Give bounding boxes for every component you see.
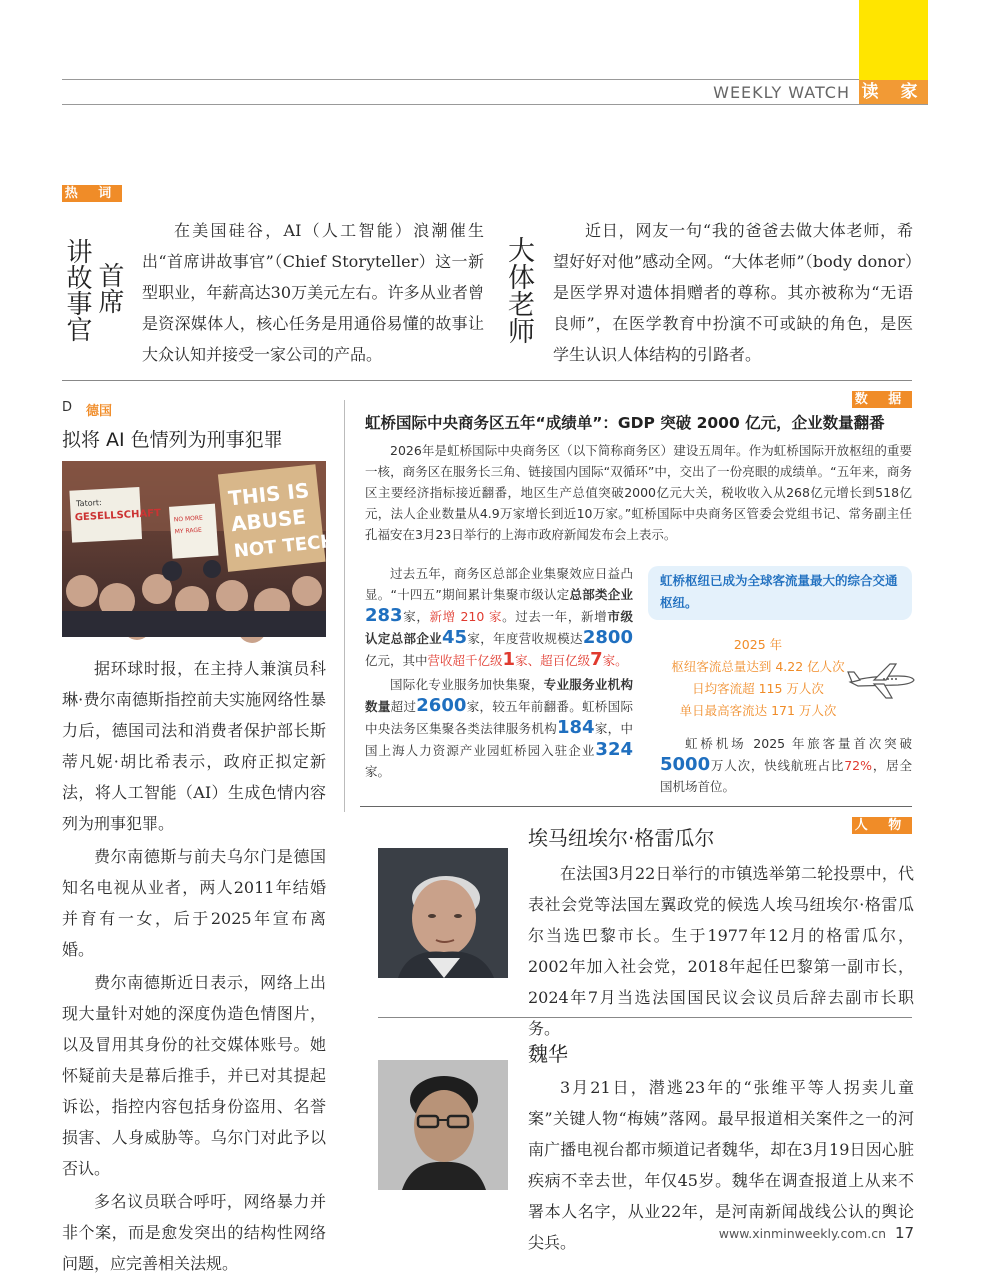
- hot-word-right-text: 近日，网友一句“我的爸爸去做大体老师，希望好好对他”感动全网。“大体老师”（body donor）是医学界对遗体捐赠者的尊称。其亦被称为“无语良师”，在医学教育中扮演不可或缺的角色，是医学生认识人体结构的引路者。: [553, 221, 913, 364]
- section-divider: [62, 380, 912, 381]
- stat-number: 1: [502, 649, 516, 670]
- germany-article: [62, 653, 326, 1279]
- text-span: 超过: [390, 699, 417, 714]
- weekly-watch-label: WEEKLY WATCH: [713, 83, 850, 102]
- data-tag: 数 据: [852, 391, 912, 408]
- person-bio: 3月21日，潜逃23年的“张维平等人拐卖儿童案”关键人物“梅姨”落网。最早报道相关案件之一的河南广播电视台都市频道记者魏华，却在3月19日因心脏疾病不幸去世，年仅45岁。魏华在调查报道上从来不署本人名字，从业22年，是河南新闻战线公认的舆论尖兵。: [528, 1078, 914, 1252]
- text-span: 过去五年，商务区总部企业集聚效应日益凸显。“十四五”期间累计集聚市级认定: [365, 566, 633, 602]
- svg-text:GESELLSCHAFT: GESELLSCHAFT: [74, 507, 162, 524]
- stat-number: 7: [590, 649, 603, 670]
- person-bio: 在法国3月22日举行的市镇选举第二轮投票中，代表社会党等法国左翼政党的候选人埃马纽埃尔·格雷瓜尔当选巴黎市长。生于1977年12月的格雷瓜尔，2002年加入社会党，2018年起任巴黎第一副市长，2024年7月当选法国国民议会议员后辞去副市长职务。: [528, 864, 914, 1038]
- country-label: 德国: [86, 404, 113, 419]
- people-divider: [360, 806, 912, 807]
- people-sub-divider: [378, 1017, 912, 1018]
- people-tag: 人 物: [852, 817, 912, 834]
- stats-year: 2025 年: [733, 637, 783, 652]
- stats-line: 枢纽客流总量达到 4.22 亿人次: [671, 659, 845, 674]
- svg-text:NOT TECH: NOT TECH: [232, 530, 337, 563]
- hot-word-right-title: 大体老师: [503, 236, 534, 344]
- text-highlight: 家、超百亿级: [515, 653, 591, 668]
- text-span: 家，年度营收规模达: [467, 631, 583, 646]
- header-rule-top: [62, 79, 859, 80]
- text-highlight: 营收超千亿级: [427, 653, 503, 668]
- hot-word-title-prefix: 首席: [94, 262, 124, 314]
- text-span: 虹桥机场 2025 年旅客量首次突破: [685, 736, 912, 751]
- airplane-icon: [846, 658, 918, 702]
- text-span: 家，: [402, 609, 430, 624]
- text-span: 国际化专业服务加快集聚，: [390, 677, 544, 692]
- germany-paragraph: 费尔南德斯近日表示，网络上出现大量针对她的深度伪造色情图片，以及冒用其身份的社交媒体账号。她怀疑前夫是幕后推手，并已对其提起诉讼，指控内容包括身份盗用、名誉损害、人身威胁等。乌尔门对此予以否认。: [62, 973, 326, 1178]
- hub-stats: [640, 634, 876, 722]
- airport-paragraph: [660, 733, 912, 797]
- person-photo: [378, 1060, 508, 1190]
- stat-number: 2600: [416, 695, 467, 716]
- text-span: ，居全国机场首位。: [660, 758, 912, 794]
- hot-words-tag: 热 词: [62, 185, 122, 202]
- data-left-block: [365, 563, 633, 782]
- stats-line: 日均客流超 115 万人次: [692, 681, 824, 696]
- header-yellow-block: [859, 0, 928, 80]
- data-intro: 2026年是虹桥国际中央商务区（以下简称商务区）建设五周年。作为虹桥国际开放枢纽的重要一核，商务区在服务长三角、链接国内国际“双循环”中，交出了一份亮眼的成绩单。“五年来，商务区主要经济指标接近翻番，地区生产总值突破2000亿元大关，税收收入从268亿元增长到518亿元，法人企业数量从4.9万家增长到近10万家。”虹桥国际中央商务区管委会党组书记、常务副主任孔福安在3月23日举行的上海市政府新闻发布会上表示。: [365, 443, 912, 542]
- protest-photo: [62, 461, 337, 637]
- stat-number: 283: [365, 605, 403, 626]
- text-strong: 专业服务业机构数量: [365, 677, 633, 714]
- svg-text:THIS IS: THIS IS: [227, 478, 311, 511]
- text-span: 家。: [365, 764, 391, 779]
- person-name: 魏华: [528, 1042, 568, 1066]
- column-divider: [344, 400, 345, 812]
- text-span: 万人次，快线航班占比: [710, 758, 845, 773]
- text-strong: 市级认定总部企业: [365, 609, 633, 646]
- svg-text:ABUSE: ABUSE: [229, 504, 308, 537]
- germany-paragraph: 费尔南德斯与前夫乌尔门是德国知名电视从业者，两人2011年结婚并育有一女，后于2025年宣布离婚。: [62, 847, 326, 959]
- text-highlight: 新增 210 家: [429, 609, 503, 624]
- person-photo: [378, 848, 508, 978]
- data-headline: 虹桥国际中央商务区五年“成绩单”：GDP 突破 2000 亿元，企业数量翻番: [365, 414, 885, 432]
- germany-headline: 拟将 AI 色情列为刑事犯罪: [62, 429, 283, 451]
- stats-line: 单日最高客流达 171 万人次: [679, 703, 837, 718]
- stat-number: 72%: [844, 758, 872, 773]
- hot-word-left-text: 在美国硅谷，AI（人工智能）浪潮催生出“首席讲故事官”（Chief Storyteller）这一新型职业，年薪高达30万美元左右。许多从业者曾是资深媒体人，核心任务是用通俗易懂的故事让大众认知并接受一家公司的产品。: [142, 221, 484, 364]
- footer-url: www.xinminweekly.com.cn: [718, 1226, 886, 1241]
- services-paragraph: [365, 674, 633, 782]
- hub-callout-text: 虹桥枢纽已成为全球客流量最大的综合交通枢纽。: [660, 573, 898, 610]
- text-span: 亿元，其中: [365, 653, 428, 668]
- stat-number: 184: [557, 717, 595, 738]
- svg-text:Tatort:: Tatort:: [75, 498, 102, 509]
- stat-number: 45: [442, 627, 468, 648]
- section-tag: 读 家: [859, 80, 928, 104]
- stat-number: 2800: [582, 627, 633, 648]
- text-highlight: 家。: [602, 653, 628, 668]
- hot-word-title-main: 讲故事官: [62, 238, 92, 342]
- text-strong: 总部类企业: [569, 587, 633, 602]
- svg-text:MY RAGE: MY RAGE: [174, 526, 203, 536]
- hq-paragraph: [365, 563, 633, 671]
- person-name: 埃马纽埃尔·格雷瓜尔: [528, 826, 715, 850]
- svg-text:NO MORE: NO MORE: [173, 514, 204, 524]
- germany-paragraph: 据环球时报，在主持人兼演员科琳·费尔南德斯指控前夫实施网络性暴力后，德国司法和消费者保护部长斯蒂凡妮·胡比希表示，政府正拟定新法，将人工智能（AI）生成色情内容列为刑事犯罪。: [62, 659, 326, 833]
- text-span: 家，较五年前翻番。虹桥国际中央法务区集聚各类法律服务机构: [365, 699, 633, 736]
- country-letter: D: [62, 400, 73, 415]
- germany-paragraph: 多名议员联合呼吁，网络暴力并非个案，而是愈发突出的结构性网络问题，应完善相关法规。: [62, 1192, 326, 1273]
- header-rule-bottom: [62, 104, 928, 105]
- stat-number: 324: [595, 739, 633, 760]
- text-span: 家，中国上海人力资源产业园虹桥园入驻企业: [365, 721, 633, 758]
- page-number: 17: [895, 1224, 915, 1242]
- stat-number: 5000: [660, 754, 711, 775]
- text-span: 。过去一年，新增: [502, 609, 608, 624]
